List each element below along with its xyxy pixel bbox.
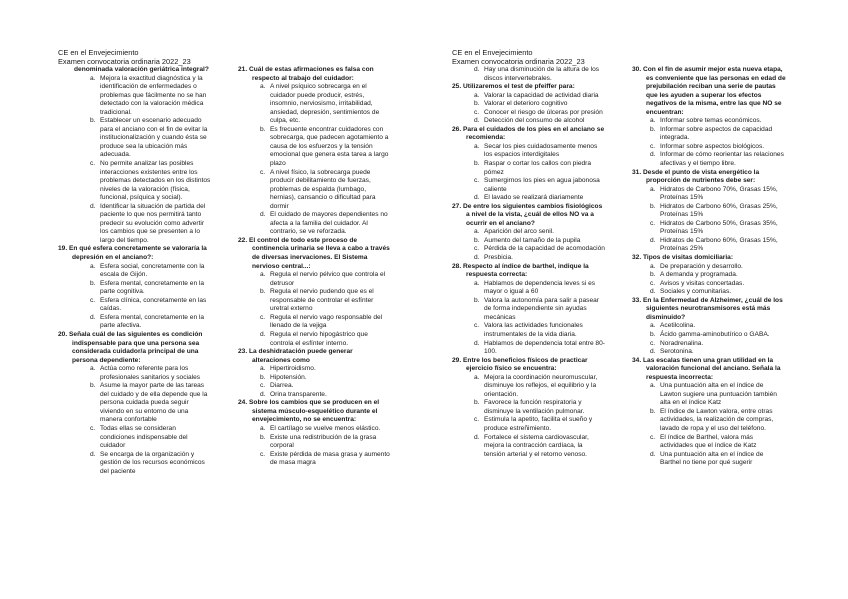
option-text: Serotonina. xyxy=(660,348,694,356)
option-letter: a. xyxy=(474,228,480,236)
option-letter: d. xyxy=(650,348,656,356)
question-number: 32. xyxy=(632,254,642,262)
question-text: Para el cuidados de los pies en el anciano se recomienda: xyxy=(463,125,605,142)
question-stem xyxy=(452,83,605,92)
option-letter: c. xyxy=(474,416,480,424)
option-text: Orina transparente. xyxy=(270,390,327,398)
question-stem xyxy=(58,331,212,365)
question-stem xyxy=(452,126,605,143)
option-list xyxy=(474,66,605,83)
answer-option xyxy=(260,434,390,451)
answer-option xyxy=(260,169,390,212)
option-letter: a. xyxy=(90,74,96,82)
question-number: 23. xyxy=(238,348,248,356)
option-text: Una puntuación alta en el índice de Barthel no tiene por qué sugerir xyxy=(660,450,764,467)
answer-option xyxy=(260,288,390,314)
question-number: 25. xyxy=(452,83,462,91)
answer-option xyxy=(650,143,786,152)
answer-option xyxy=(650,151,786,168)
answer-option xyxy=(90,365,212,382)
answer-option xyxy=(474,194,605,203)
option-list xyxy=(650,186,786,254)
option-text: Una puntuación alta en el índice de Lawton sugiere una puntuación también alta en el índice Katz xyxy=(660,382,777,407)
option-text: Establecer un escenario adecuado para el anciano con el fin de evitar la institucionalización y cuando ésta se produce sea la ubicación más adecuada. xyxy=(100,117,208,159)
option-letter: a. xyxy=(474,91,480,99)
option-list xyxy=(90,75,212,246)
answer-option xyxy=(650,288,786,297)
option-list xyxy=(260,365,390,399)
question-stem xyxy=(58,245,212,262)
option-text: Informar sobre aspectos de capacidad integrada. xyxy=(660,125,773,142)
option-text: Regula el nervio pélvico que controla el detrusor xyxy=(270,271,386,287)
question-number: 26. xyxy=(452,125,462,133)
page2-column-left xyxy=(452,66,605,459)
option-letter: c. xyxy=(260,382,266,390)
answer-option xyxy=(474,117,605,126)
option-text: Hipertiroidismo. xyxy=(270,365,316,373)
option-text: Existe pérdida de masa grasa y aumento de masa magra xyxy=(270,450,390,467)
option-text: Valorar la capacidad de actividad diaria xyxy=(484,91,599,99)
answer-option xyxy=(90,425,212,451)
option-text: A demanda y programada. xyxy=(660,271,738,279)
option-letter: d. xyxy=(474,339,480,347)
page1-header-course: CE en el Envejecimiento xyxy=(58,48,139,57)
page2-header-exam: Examen convocatoria ordinaria 2022_23 xyxy=(452,57,585,66)
option-letter: b. xyxy=(260,433,266,441)
option-letter: c. xyxy=(474,108,480,116)
answer-option xyxy=(260,126,390,169)
option-text: Detección del consumo de alcohol xyxy=(484,117,585,125)
answer-option xyxy=(474,100,605,109)
answer-option xyxy=(90,160,212,203)
option-letter: d. xyxy=(650,151,656,159)
option-letter: b. xyxy=(260,288,266,296)
option-letter: b. xyxy=(474,399,480,407)
option-text: Informar sobre temas económicos. xyxy=(660,117,762,125)
option-letter: c. xyxy=(474,322,480,330)
answer-option xyxy=(260,365,390,374)
option-text: Fortalece el sistema cardiovascular, mejora la contracción cardíaca, la tensión arterial y el retorno venoso. xyxy=(484,433,589,458)
answer-option xyxy=(650,203,786,220)
question-stem xyxy=(452,203,605,229)
answer-option xyxy=(260,314,390,331)
question-number: 20. xyxy=(58,330,68,338)
option-letter: d. xyxy=(474,433,480,441)
question-stem xyxy=(632,254,786,263)
option-letter: d. xyxy=(474,254,480,262)
option-letter: a. xyxy=(650,322,656,330)
option-text: Raspar o cortar los callos con piedra pómez xyxy=(484,160,592,176)
option-text: Existe una redistribución de la grasa corporal xyxy=(270,433,377,450)
question-text: Con el fin de asumir mejor esta nueva etapa, es conveniente que las personas en edad de prejubilación reciban una serie de pautas que les ayuden a superar los efectos negativos de la misma, entre las que NO se encuentran: xyxy=(643,66,786,116)
option-letter: b. xyxy=(474,160,480,168)
option-text: A nivel psíquico sobrecarga en el cuidador puede producir, estrés, insomnio, nerviosismo, irritabilidad, ansiedad, depresión, sentimientos de culpa, etc. xyxy=(270,83,380,125)
answer-option xyxy=(260,425,390,434)
answer-option xyxy=(474,399,605,416)
option-text: No permite analizar las posibles interacciones existentes entre los problemas detectados en los distintos niveles de la valoración (física, funcional, psíquica y social). xyxy=(100,160,211,202)
option-text: Estimula la apetito, facilita el sueño y produce estreñimiento. xyxy=(484,416,593,432)
page1-column-left xyxy=(58,66,212,476)
question-text: Sobre los cambios que se producen en el sistema músculo-esquelético durante el envejecimiento, no se encuentra: xyxy=(249,399,380,424)
answer-option xyxy=(90,280,212,297)
answer-option xyxy=(90,382,212,425)
option-letter: c. xyxy=(90,296,96,304)
option-text: Aparición del arco senil. xyxy=(484,228,555,236)
answer-option xyxy=(474,143,605,160)
answer-option xyxy=(650,280,786,289)
answer-option xyxy=(650,271,786,280)
page2-header-course: CE en el Envejecimiento xyxy=(452,48,533,57)
question-text: Señala cuál de las siguientes es condición indispensable para que una persona sea considerada cuidador/a principal de una persona dependiente: xyxy=(69,330,203,364)
option-letter: b. xyxy=(90,382,96,390)
question-text: Cuál de estas afirmaciones es falsa con respecto al trabajo del cuidador: xyxy=(249,66,374,82)
answer-option xyxy=(650,126,786,143)
option-text: Esfera social, concretamente con la escala de Gijón. xyxy=(100,262,205,279)
option-text: Valorar el deterioro cognitivo xyxy=(484,100,568,108)
answer-option xyxy=(650,340,786,349)
option-list xyxy=(650,382,786,467)
option-list xyxy=(260,425,390,468)
option-list xyxy=(474,374,605,459)
option-list xyxy=(90,365,212,476)
option-text: Ácido gamma-aminobutírico o GABA. xyxy=(660,330,770,338)
option-list xyxy=(260,271,390,348)
option-text: El índice de Lawton valora, entre otras actividades, la realización de compras, lavado de ropa y el uso del teléfono. xyxy=(660,407,774,432)
option-letter: d. xyxy=(90,450,96,458)
option-text: Hidratos de Carbono 60%, Grasas 15%, Proteínas 25% xyxy=(660,236,778,253)
option-list xyxy=(650,117,786,168)
option-letter: d. xyxy=(474,66,480,73)
option-text: Actúa como referente para los profesionales sanitarios y sociales xyxy=(100,365,201,381)
option-text: Hidratos de Carbono 60%, Grasas 25%, Proteínas 15% xyxy=(660,202,778,219)
answer-option xyxy=(90,75,212,118)
page1-header xyxy=(58,48,191,66)
option-letter: a. xyxy=(260,365,266,373)
option-letter: d. xyxy=(474,117,480,125)
option-text: Sociales y comunitarias. xyxy=(660,288,732,296)
option-letter: c. xyxy=(90,424,96,432)
option-letter: b. xyxy=(650,125,656,133)
answer-option xyxy=(474,66,605,83)
option-text: Informar de cómo reorientar las relaciones afectivas y el tiempo libre. xyxy=(660,151,784,168)
option-letter: a. xyxy=(260,83,266,91)
option-text: Asume la mayor parte de las tareas del cuidado y de ella depende que la persona cuidada pueda seguir viviendo en su entorno de una manera confortable xyxy=(100,382,208,424)
option-letter: d. xyxy=(650,236,656,244)
option-letter: b. xyxy=(650,271,656,279)
answer-option xyxy=(260,451,390,468)
answer-option xyxy=(650,331,786,340)
option-letter: b. xyxy=(260,373,266,381)
question-text: La deshidratación puede generar alteraciones como xyxy=(249,348,353,364)
answer-option xyxy=(90,451,212,477)
option-letter: b. xyxy=(90,279,96,287)
question-stem xyxy=(238,348,390,365)
option-text: El índice de Barthel, valora más actividades que el índice de Katz xyxy=(660,433,757,450)
option-list xyxy=(474,280,605,357)
option-text: Secar los pies cuidadosamente menos los espacios interdigitales xyxy=(484,142,598,159)
option-letter: d. xyxy=(650,450,656,458)
option-text: Regula el nervio vago responsable del llenado de la vejiga xyxy=(270,313,383,330)
answer-option xyxy=(90,314,212,331)
option-text: Hablamos de dependencia leves si es mayor o igual a 60 xyxy=(484,279,596,296)
option-letter: b. xyxy=(650,202,656,210)
option-letter: a. xyxy=(650,117,656,125)
option-letter: a. xyxy=(474,279,480,287)
answer-option xyxy=(260,391,390,400)
option-list xyxy=(474,143,605,203)
question-text: Respecto al índice de barthel, indique la respuesta correcta: xyxy=(463,262,589,279)
question-stem xyxy=(452,263,605,280)
question-number: 33. xyxy=(632,296,642,304)
option-letter: c. xyxy=(650,433,656,441)
answer-option xyxy=(474,322,605,339)
answer-option xyxy=(474,254,605,263)
answer-option xyxy=(650,451,786,468)
option-text: Noradrenalina. xyxy=(660,339,704,347)
option-text: A nivel físico, la sobrecarga puede producir debilitamiento de fuerzas, problemas de espalda (lumbago, hernias), cansancio o dificultad para dormir xyxy=(270,168,376,210)
answer-option xyxy=(474,109,605,118)
option-text: Identificar la situación de partida del paciente lo que nos permitirá tanto predecir su evolución como advertir los cambios que se presenten a lo largo del tiempo. xyxy=(100,202,206,244)
option-text: Diarrea. xyxy=(270,382,294,390)
answer-option xyxy=(474,434,605,460)
option-text: Esfera mental, concretamente en la parte afectiva. xyxy=(100,313,205,330)
answer-option xyxy=(650,237,786,254)
option-list xyxy=(90,263,212,331)
option-letter: a. xyxy=(650,382,656,390)
answer-option xyxy=(90,297,212,314)
option-text: Es frecuente encontrar cuidadores con sobrecarga, que padecen agotamiento a causa de los esfuerzos y la tensión emocional que genera esta tarea a largo plazo xyxy=(270,125,389,168)
answer-option xyxy=(474,340,605,357)
option-text: De preparación y desarrollo. xyxy=(660,262,743,270)
option-text: Pérdida de la capacidad de acomodación xyxy=(484,245,605,253)
option-text: Conocer el riesgo de úlceras por presión xyxy=(484,108,603,116)
option-letter: c. xyxy=(260,168,266,176)
answer-option xyxy=(650,220,786,237)
answer-option xyxy=(650,382,786,408)
option-letter: b. xyxy=(474,100,480,108)
option-letter: d. xyxy=(90,313,96,321)
option-letter: a. xyxy=(260,424,266,432)
option-letter: b. xyxy=(650,330,656,338)
option-text: Esfera clínica, concretamente en las caídas. xyxy=(100,296,207,313)
answer-option xyxy=(90,263,212,280)
question-number: 31. xyxy=(632,168,642,176)
option-letter: c. xyxy=(650,339,656,347)
answer-option xyxy=(474,177,605,194)
option-letter: a. xyxy=(650,262,656,270)
option-letter: c. xyxy=(650,219,656,227)
answer-option xyxy=(650,263,786,272)
question-text: El control de todo este proceso de continencia urinaria se lleva a cabo a través de diversas inervaciones. El Sistema nervioso central...: xyxy=(249,236,390,270)
answer-option xyxy=(650,408,786,434)
question-text: Las escalas tienen una gran utilidad en la valoración funcional del anciano. Señala la respuesta incorrecta: xyxy=(643,356,781,381)
option-text: Regula el nervio pudendo que es el responsable de controlar el esfínter uretral externo xyxy=(270,288,374,313)
answer-option xyxy=(474,297,605,323)
option-text: Todas ellas se consideran condiciones indispensable del cuidador xyxy=(100,424,188,450)
option-text: Hablamos de dependencia total entre 80-100. xyxy=(484,339,605,356)
option-list xyxy=(260,83,390,237)
option-text: Hidratos de Carbono 50%, Grasas 35%, Proteínas 15% xyxy=(660,219,778,236)
answer-option xyxy=(474,374,605,400)
answer-option xyxy=(474,245,605,254)
option-list xyxy=(650,322,786,356)
option-letter: b. xyxy=(650,407,656,415)
question-text: En la Enfermedad de Alzheimer, ¿cuál de los siguientes neurotransmisores está más disminuido? xyxy=(643,296,783,321)
option-text: El cuidado de mayores dependientes no afecta a la familia del cuidador. Al contrario, se ve reforzada. xyxy=(270,211,388,236)
option-text: Aumento del tamaño de la pupila xyxy=(484,236,581,244)
option-text: Hay una disminución de la altura de los discos intervertebrales. xyxy=(484,66,600,82)
answer-option xyxy=(260,271,390,288)
option-letter: d. xyxy=(90,202,96,210)
option-text: Esfera mental, concretamente en la parte cognitiva. xyxy=(100,279,205,296)
question-stem xyxy=(238,399,390,425)
question-text: En qué esfera concretamente se valoraría la depresión en el anciano?: xyxy=(69,245,207,262)
answer-option xyxy=(260,83,390,126)
option-letter: c. xyxy=(650,279,656,287)
question-stem xyxy=(632,66,786,117)
answer-option xyxy=(474,416,605,433)
option-letter: a. xyxy=(260,271,266,279)
question-number: 24. xyxy=(238,399,248,407)
question-number: 21. xyxy=(238,66,248,73)
option-text: Sumergirnos los pies en agua jabonosa caliente xyxy=(484,177,600,193)
option-letter: d. xyxy=(474,194,480,202)
option-list xyxy=(650,263,786,297)
option-text: El lavado se realizará diariamente xyxy=(484,194,584,202)
page1-column-right xyxy=(238,66,390,468)
option-letter: d. xyxy=(260,390,266,398)
option-letter: b. xyxy=(474,296,480,304)
answer-option xyxy=(260,382,390,391)
option-text: Favorece la función respiratoria y disminuye la ventilación pulmonar. xyxy=(484,399,585,415)
option-letter: d. xyxy=(260,211,266,219)
answer-option xyxy=(650,322,786,331)
question-number: 34. xyxy=(632,356,642,364)
option-letter: a. xyxy=(474,142,480,150)
question-number: 22. xyxy=(238,236,248,244)
question-stem xyxy=(632,357,786,383)
question-text: De entre los siguientes cambios fisiológicos a nivel de la vista, ¿cuál de ellos NO va a ocurrir en el anciano? xyxy=(463,202,603,227)
answer-option xyxy=(474,160,605,177)
answer-option xyxy=(260,331,390,348)
option-text: Mejora la coordinación neuromuscular, disminuye los reflejos, el equilibrio y la orientación. xyxy=(484,373,598,398)
option-text: Presbicia. xyxy=(484,254,513,262)
question-stem xyxy=(238,237,390,271)
option-letter: b. xyxy=(90,117,96,125)
question-stem xyxy=(238,66,390,83)
option-list xyxy=(474,228,605,262)
option-text: Informar sobre aspectos biológicos. xyxy=(660,142,765,150)
answer-option xyxy=(650,348,786,357)
option-list xyxy=(474,92,605,126)
question-continued: denominada valoración geriátrica integral? xyxy=(74,66,209,73)
option-letter: c. xyxy=(650,142,656,150)
option-letter: a. xyxy=(90,365,96,373)
question-stem xyxy=(632,169,786,186)
question-stem xyxy=(452,357,605,374)
option-letter: c. xyxy=(474,177,480,185)
option-letter: c. xyxy=(90,160,96,168)
option-text: Hipotensión. xyxy=(270,373,307,381)
question-number: 28. xyxy=(452,262,462,270)
question-text: Utilizaremos el test de pfeiffer para: xyxy=(463,83,575,91)
answer-option xyxy=(474,280,605,297)
answer-option xyxy=(474,237,605,246)
page1-header-exam: Examen convocatoria ordinaria 2022_23 xyxy=(58,57,191,66)
option-text: Regula el nervio hipogástrico que controla el esfínter interno. xyxy=(270,330,368,347)
option-letter: c. xyxy=(260,313,266,321)
option-letter: d. xyxy=(650,288,656,296)
option-text: Mejora la exactitud diagnóstica y la identificación de enfermedades o problemas que fácilmente no se han detectado con la valoración médica tradicional. xyxy=(100,74,207,116)
option-text: Se encarga de la organización y gestión de los recursos económicos del paciente xyxy=(100,450,205,475)
question-text: Desde el punto de vista energético la proporción de nutrientes debe ser: xyxy=(643,168,760,185)
answer-option xyxy=(650,434,786,451)
page2-header xyxy=(452,48,585,66)
question-text: Tipos de visitas domiciliaria: xyxy=(643,254,734,262)
option-text: Hidratos de Carbono 70%, Grasas 15%, Proteínas 15% xyxy=(660,185,778,202)
option-letter: c. xyxy=(260,450,266,458)
option-text: Valora la autonomía para salir a pasear de forma independiente sin ayudas mecánicas xyxy=(484,296,599,321)
option-text: El cartílago se vuelve menos elástico. xyxy=(270,424,381,432)
question-number: 27. xyxy=(452,202,462,210)
question-stem xyxy=(632,297,786,323)
answer-option xyxy=(90,203,212,246)
question-number: 30. xyxy=(632,66,642,73)
question-text: Entre los beneficios físicos de practicar ejercicio físico se encuentra: xyxy=(463,356,588,373)
option-letter: b. xyxy=(474,236,480,244)
answer-option xyxy=(260,211,390,237)
answer-option xyxy=(260,374,390,383)
answer-option xyxy=(650,117,786,126)
option-letter: b. xyxy=(260,125,266,133)
option-text: Acetilcolina. xyxy=(660,322,696,330)
answer-option xyxy=(650,186,786,203)
answer-option xyxy=(474,92,605,101)
option-letter: a. xyxy=(474,373,480,381)
option-letter: c. xyxy=(474,245,480,253)
answer-option xyxy=(90,117,212,160)
answer-option xyxy=(474,228,605,237)
question-number: 29. xyxy=(452,356,462,364)
option-text: Valora las actividades funcionales instrumentales de la vida diaria. xyxy=(484,322,583,338)
option-letter: a. xyxy=(90,262,96,270)
option-letter: a. xyxy=(650,185,656,193)
option-text: Avisos y visitas concertadas. xyxy=(660,279,745,287)
option-letter: d. xyxy=(260,330,266,338)
question-number: 19. xyxy=(58,245,68,253)
page2-column-right xyxy=(632,66,786,468)
